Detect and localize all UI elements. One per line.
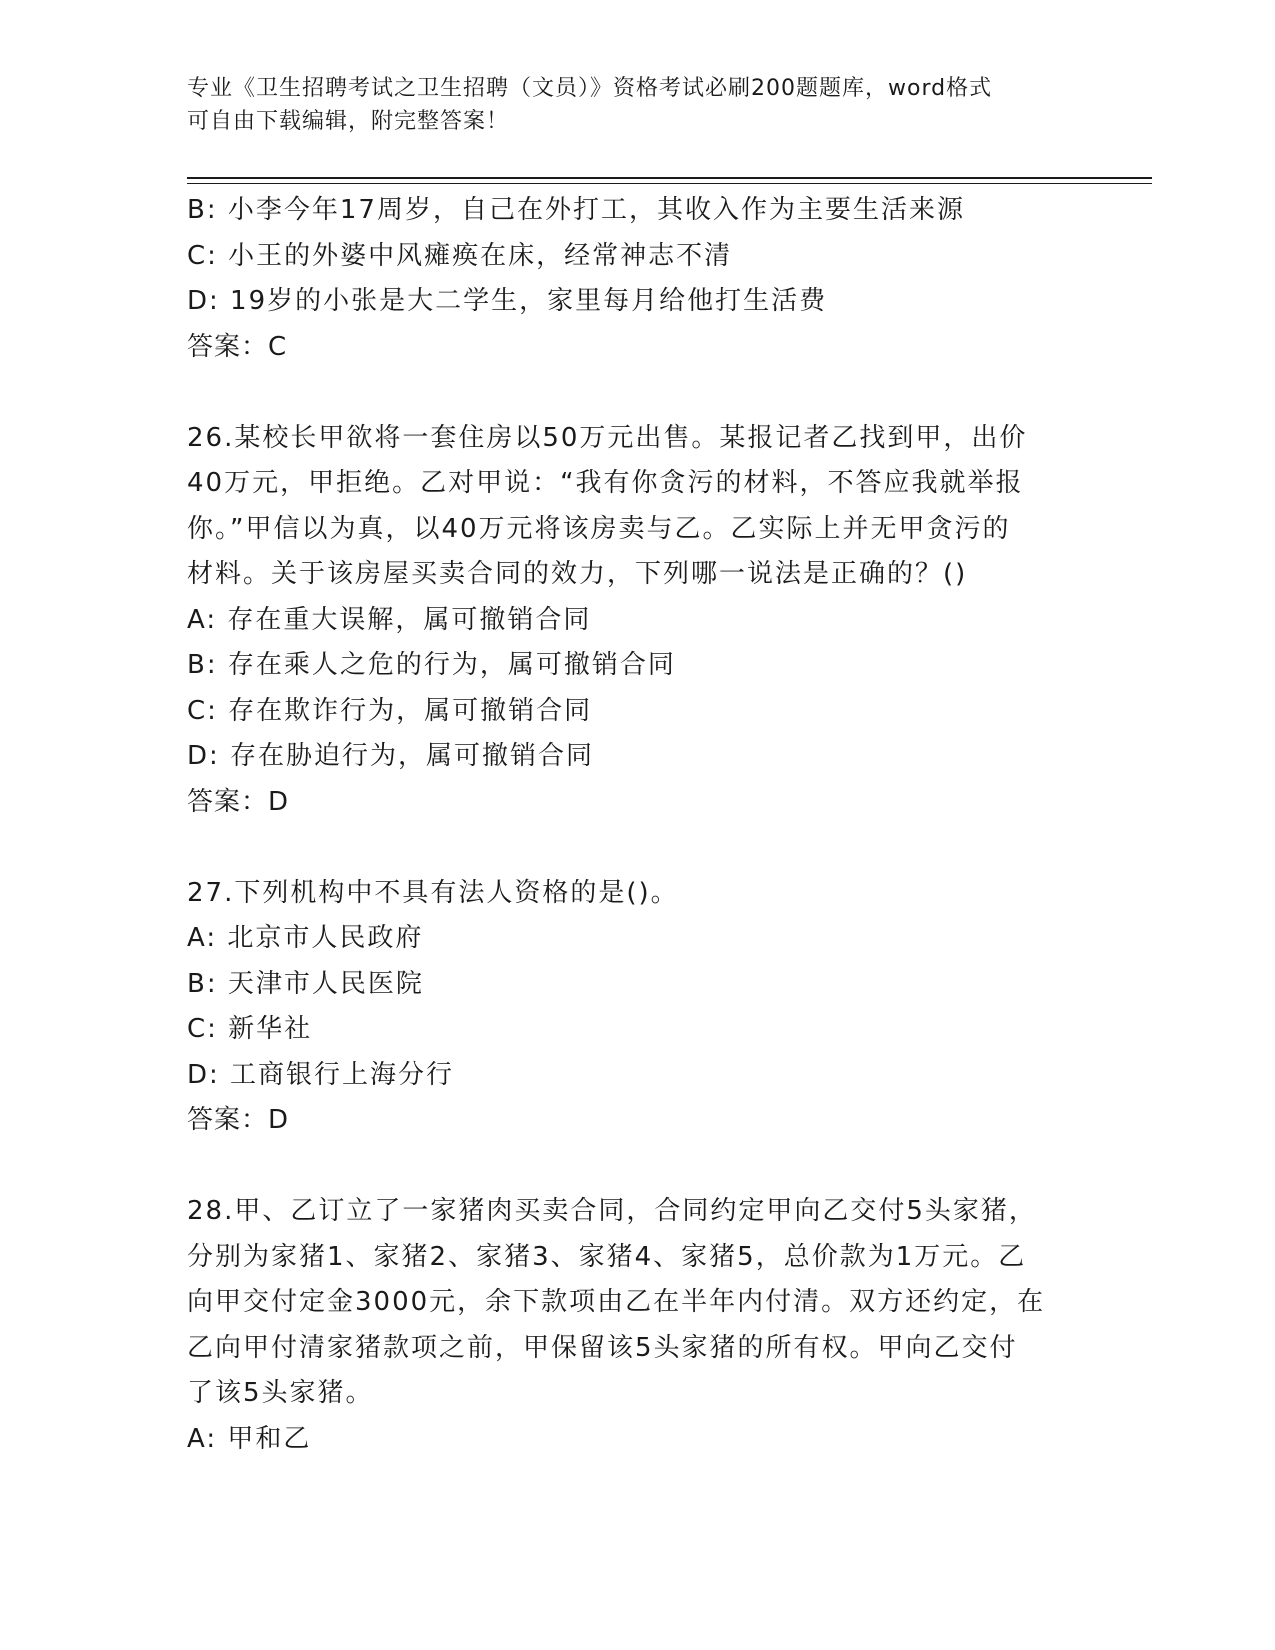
option-b: B: 存在乘人之危的行为，属可撤销合同 [187, 650, 676, 680]
question-27 [187, 871, 1087, 1144]
question-stem-line: 分别为家猪1、家猪2、家猪3、家猪4、家猪5，总价款为1万元。乙 [187, 1241, 1027, 1272]
question-25 [187, 188, 1087, 370]
option-d: D: 19岁的小张是大二学生，家里每月给他打生活费 [187, 286, 828, 316]
option-c: C: 小王的外婆中风瘫痪在床，经常神志不清 [187, 240, 733, 271]
answer-line: 答案：C [187, 331, 288, 362]
header-rule-thick [187, 177, 1152, 179]
question-26 [187, 416, 1087, 826]
header-rule-thin [187, 183, 1152, 184]
question-stem-line: 你。”甲信以为真，以40万元将该房卖与乙。乙实际上并无甲贪污的 [187, 513, 1011, 544]
answer-line: 答案：D [187, 786, 290, 817]
spacer [187, 370, 1087, 416]
answer-line: 答案：D [187, 1105, 290, 1135]
spacer [187, 1144, 1087, 1190]
option-d: D: 存在胁迫行为，属可撤销合同 [187, 741, 595, 771]
option-c: C: 存在欺诈行为，属可撤销合同 [187, 695, 593, 726]
question-stem-line: 了该5头家猪。 [187, 1378, 374, 1408]
question-28 [187, 1189, 1087, 1462]
question-stem-line: 27.下列机构中不具有法人资格的是()。 [187, 877, 679, 908]
option-b: B: 天津市人民医院 [187, 968, 424, 999]
question-stem-line: 向甲交付定金3000元，余下款项由乙在半年内付清。双方还约定，在 [187, 1287, 1046, 1317]
spacer [187, 825, 1087, 871]
option-b: B: 小李今年17周岁，自己在外打工，其收入作为主要生活来源 [187, 195, 965, 225]
question-stem-line: 40万元，甲拒绝。乙对甲说：“我有你贪污的材料，不答应我就举报 [187, 468, 1024, 498]
question-stem-line: 26.某校长甲欲将一套住房以50万元出售。某报记者乙找到甲，出价 [187, 422, 1028, 453]
question-stem-line: 材料。关于该房屋买卖合同的效力，下列哪一说法是正确的？() [187, 559, 968, 589]
option-c: C: 新华社 [187, 1014, 313, 1044]
option-d: D: 工商银行上海分行 [187, 1059, 455, 1090]
question-stem-line: 乙向甲付清家猪款项之前，甲保留该5头家猪的所有权。甲向乙交付 [187, 1332, 1018, 1363]
question-stem-line: 28.甲、乙订立了一家猪肉买卖合同，合同约定甲向乙交付5头家猪， [187, 1196, 1037, 1226]
document-body [187, 188, 1087, 1462]
option-a: A: 北京市人民政府 [187, 923, 424, 953]
document-header [187, 72, 1087, 138]
header-line-1: 专业《卫生招聘考试之卫生招聘（文员）》资格考试必刷200题题库，word格式 [187, 76, 993, 101]
header-line-2: 可自由下载编辑，附完整答案！ [187, 109, 510, 134]
option-a: A: 甲和乙 [187, 1423, 312, 1454]
option-a: A: 存在重大误解，属可撤销合同 [187, 604, 592, 635]
